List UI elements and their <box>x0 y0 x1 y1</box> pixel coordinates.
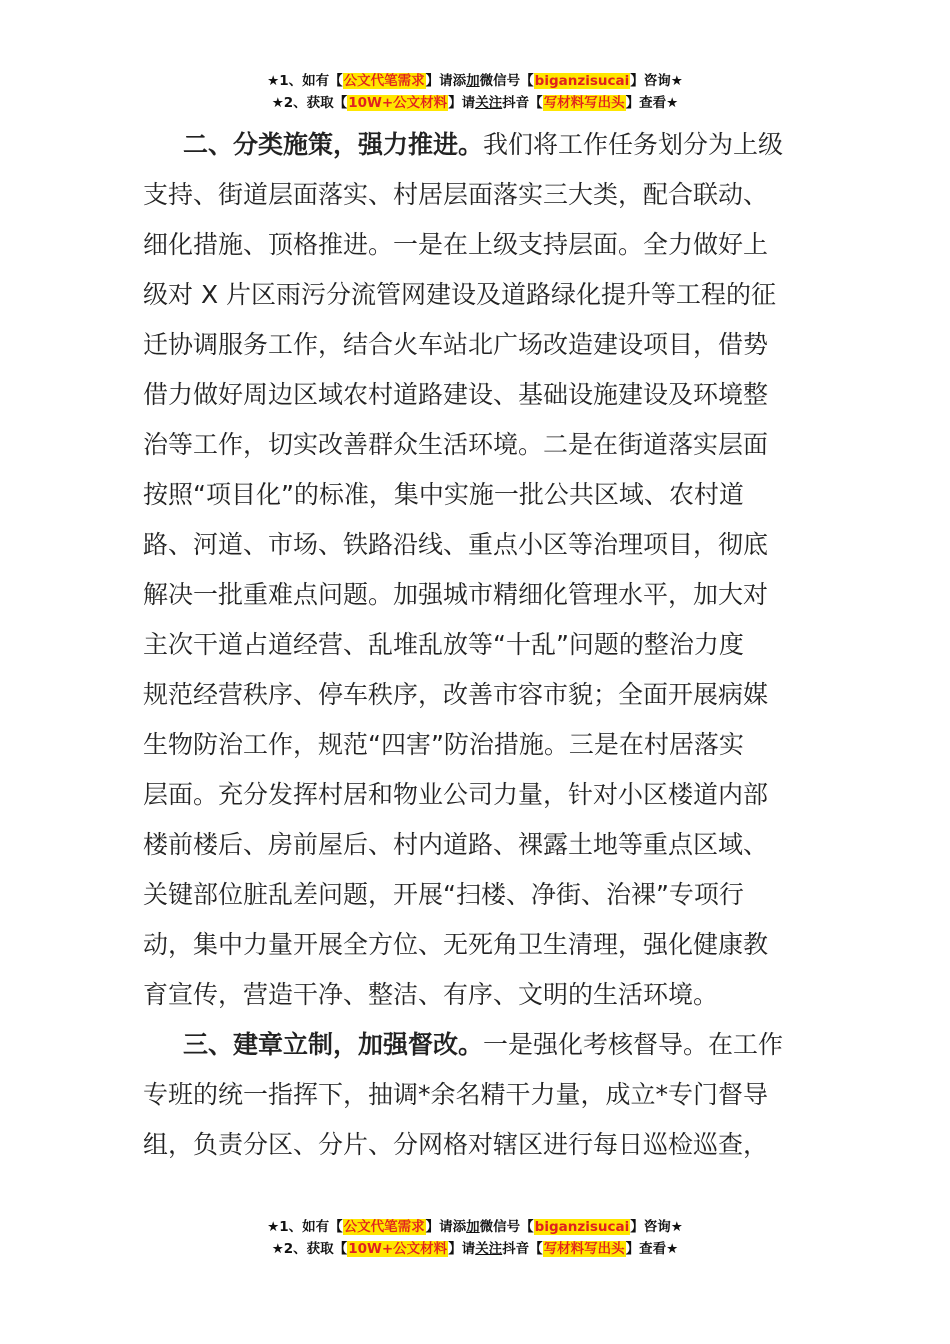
text-line: 规范经营秩序、停车秩序，改善市容市貌；全面开展病媒 <box>143 680 769 709</box>
highlight-douyin: 写材料写出头 <box>543 1241 625 1257</box>
text-line: 级对 X 片区雨污分流管网建设及道路绿化提升等工程的征 <box>143 280 777 309</box>
top-banner <box>0 70 950 114</box>
bottom-banner <box>0 1216 950 1260</box>
text-line: 生物防治工作，规范“四害”防治措施。三是在村居落实 <box>143 730 744 759</box>
section-3-paragraph <box>143 1020 808 1170</box>
text-line: 动，集中力量开展全方位、无死角卫生清理，强化健康教 <box>143 930 769 959</box>
highlight-materials: 10W+公文材料 <box>348 1241 448 1257</box>
highlight-ghostwriting: 公文代笔需求 <box>343 73 425 89</box>
text-line: 二、分类施策，强力推进。我们将工作任务划分为上级 <box>183 130 784 159</box>
text-line: 迁协调服务工作，结合火车站北广场改造建设项目，借势 <box>143 330 769 359</box>
text-line: 治等工作，切实改善群众生活环境。二是在街道落实层面 <box>143 430 769 459</box>
banner-line-1: ★1、如有【公文代笔需求】请添加微信号【biganzisucai】咨询★ <box>267 73 683 89</box>
text-line: 专班的统一指挥下，抽调*余名精干力量，成立*专门督导 <box>143 1080 769 1109</box>
text-line: 按照“项目化”的标准，集中实施一批公共区域、农村道 <box>143 480 744 509</box>
text-line: 支持、街道层面落实、村居层面落实三大类，配合联动、 <box>143 180 769 209</box>
text-line: 层面。充分发挥村居和物业公司力量，针对小区楼道内部 <box>143 780 769 809</box>
document-body <box>143 120 808 1170</box>
highlight-wechat-id: biganzisucai <box>534 1219 630 1235</box>
text-line: 楼前楼后、房前屋后、村内道路、裸露土地等重点区域、 <box>143 830 769 859</box>
banner-line-2: ★2、获取【10W+公文材料】请关注抖音【写材料写出头】查看★ <box>271 95 679 111</box>
section-2-paragraph <box>143 120 808 1020</box>
banner-line-2: ★2、获取【10W+公文材料】请关注抖音【写材料写出头】查看★ <box>271 1241 679 1257</box>
text-line: 三、建章立制，加强督改。一是强化考核督导。在工作 <box>183 1030 784 1059</box>
text-line: 细化措施、顶格推进。一是在上级支持层面。全力做好上 <box>143 230 769 259</box>
highlight-materials: 10W+公文材料 <box>348 95 448 111</box>
text-line: 关键部位脏乱差问题，开展“扫楼、净街、治裸”专项行 <box>143 880 744 909</box>
text-line: 组，负责分区、分片、分网格对辖区进行每日巡检巡查， <box>143 1130 769 1159</box>
highlight-wechat-id: biganzisucai <box>534 73 630 89</box>
text-line: 育宣传，营造干净、整洁、有序、文明的生活环境。 <box>143 980 719 1009</box>
section-2-heading: 二、分类施策，强力推进。 <box>183 130 484 159</box>
section-3-heading: 三、建章立制，加强督改。 <box>183 1030 484 1059</box>
text-line: 主次干道占道经营、乱堆乱放等“十乱”问题的整治力度 <box>143 630 744 659</box>
text-line: 借力做好周边区域农村道路建设、基础设施建设及环境整 <box>143 380 769 409</box>
banner-line-1: ★1、如有【公文代笔需求】请添加微信号【biganzisucai】咨询★ <box>267 1219 683 1235</box>
text-line: 路、河道、市场、铁路沿线、重点小区等治理项目，彻底 <box>143 530 769 559</box>
highlight-douyin: 写材料写出头 <box>543 95 625 111</box>
text-line: 解决一批重难点问题。加强城市精细化管理水平，加大对 <box>143 580 769 609</box>
highlight-ghostwriting: 公文代笔需求 <box>343 1219 425 1235</box>
